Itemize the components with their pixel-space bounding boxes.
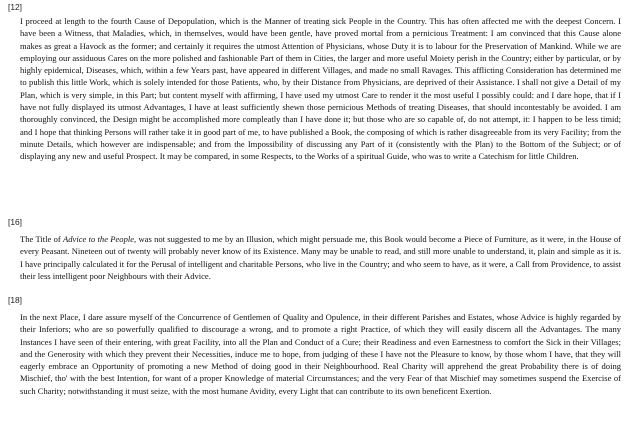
- page-marker-16: [16]: [8, 217, 22, 227]
- paragraph-text-segment: , was not suggested to me by an Illusion, which might persuade me, this Book would become a Piece of Furniture, as it were, in the House of every Peasant. Nineteen out of twenty will probably never know of its Existence. Many may be unable to read, and still more unable to understand, it, plain and simple as it is. I have principally calculated it for the Perusal of intelligent and charitable Persons, who live in the Country; and who seem to have, as it were, a Call from Providence, to assist their less intelligent poor Neighbours with their Advice.: [20, 234, 621, 281]
- page-marker-18: [18]: [8, 295, 22, 305]
- book-title-italic: Advice to the People: [63, 234, 135, 244]
- page-marker-12: [12]: [8, 2, 22, 12]
- paragraph-gentlemen-concurrence: In the next Place, I dare assure myself of the Concurrence of Gentlemen of Quality and Opulence, in their different Parishes and Estates, whose Advice is highly regarded by their Inferiors; who are so powerfully qualified to discourage a wrong, and to promote a right Practice, of which they will easily discern all the Advantages. The many Instances I have seen of their entering, with great Facility, into all the Plan and Conduct of a Cure; their Readiness and even Earnestness to comfort the Sick in their Villages; and the Generosity with which they prevent their Necessities, induce me to hope, from judging of these I have not the Pleasure to know, by those whom I have, that they will eagerly embrace an Opportunity of promoting a new Method of doing good in their Neighbourhood. Real Charity will apprehend the great Probability there is of doing Mischief, tho' with the best Intention, for want of a proper Knowledge of material Circumstances; and the very Fear of that Mischief may sometimes suspend the Exercise of such Charity; notwithstanding it must seize, with the most humane Avidity, every Light that can contribute to its own beneficent Exertion.: [20, 312, 621, 396]
- paragraph-depopulation-cause: I proceed at length to the fourth Cause of Depopulation, which is the Manner of treating sick People in the Country. This has often affected me with the deepest Concern. I have been a Witness, that Maladies, which, in themselves, would have been gentle, have proved mortal from a pernicious Treatment: I am convinced that this Cause alone makes as great a Havock as the former; and certainly it requires the utmost Attention of Physicians, whose Duty it is to labour for the Preservation of Mankind. While we are employing our assiduous Cares on the more polished and fashionable Part of them in Cities, the larger and more useful Moiety perish in the Country; either by particular, or by highly epidemical, Diseases, which, within a few Years past, have appeared in different Villages, and made no small Ravages. This afflicting Consideration has determined me to publish this little Work, which is solely intended for those Patients, who, by their Distance from Physicians, are deprived of their Assistance. I shall not give a Detail of my Plan, which is very simple, in this Part; but content myself with affirming, I have used my utmost Care to render it the most useful I possibly could: and I dare hope, that if I have not fully displayed its utmost Advantages, I have at least sufficiently shewn those pernicious Methods of treating Diseases, that should incontestably be avoided. I am thoroughly convinced, the Design might be accomplished more compleatly than I have done it; but those who are so capable of, do not attempt, it: I happen to be less timid; and I hope that thinking Persons will rather take it in good part of me, to have published a Book, the composing of which is rather disagreeable from its very Facility; from the minute Details, which however are indispensable; and from the Impossibility of discussing any Part of it (consistently with the Plan) to the Bottom of the Subject; or of displaying any new and useful Prospect. It may be compared, in some Respects, to the Works of a spiritual Guide, who was to write a Catechism for little Children.: [20, 16, 621, 162]
- paragraph-text-segment: The Title of: [20, 234, 64, 244]
- paragraph-title-advice: [20, 233, 621, 282]
